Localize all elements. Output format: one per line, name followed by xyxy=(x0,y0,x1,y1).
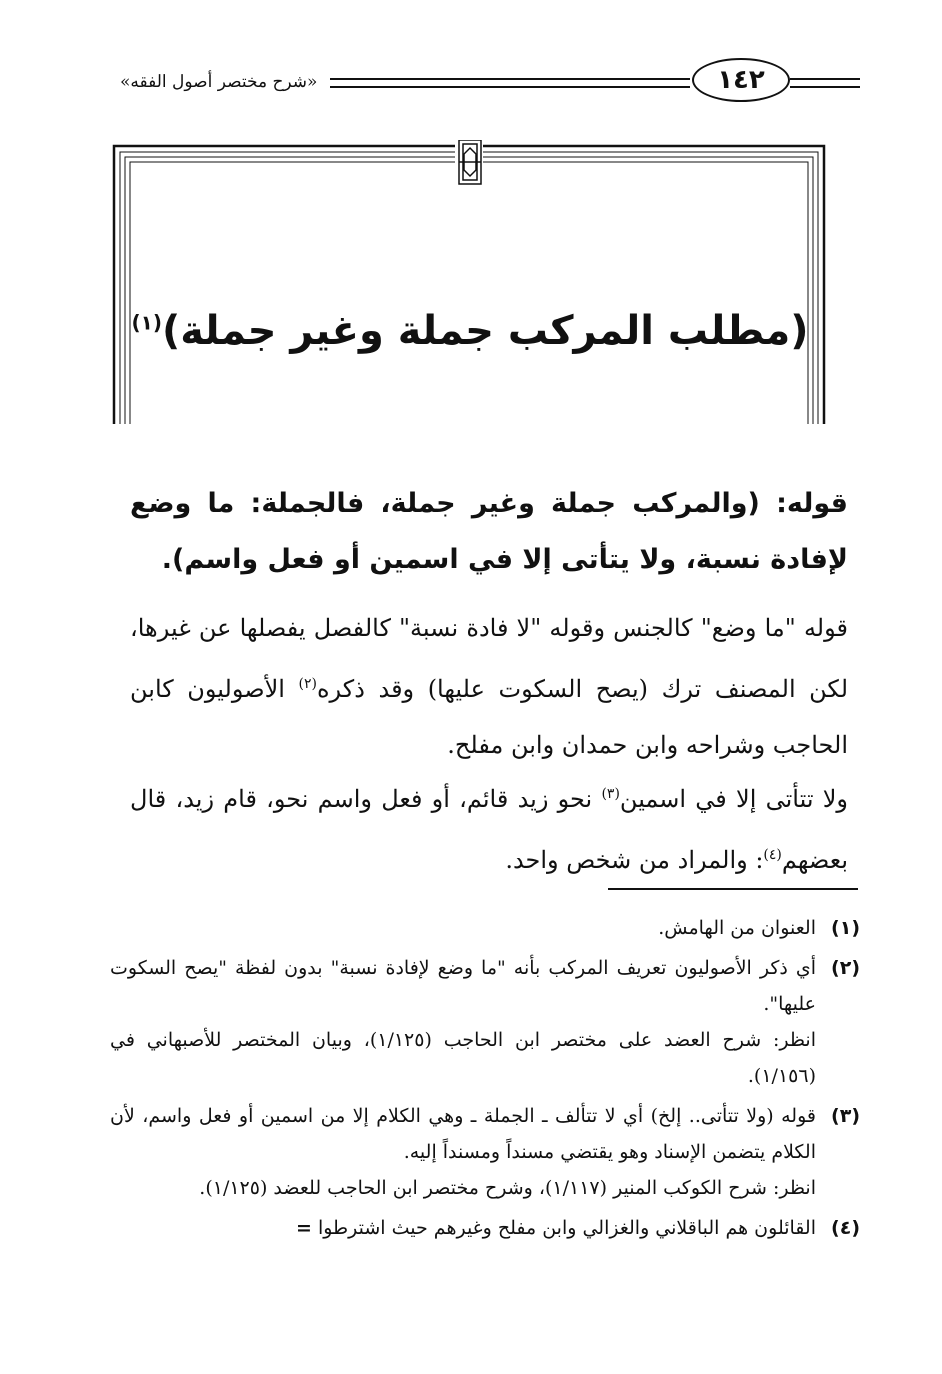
frame-border xyxy=(110,140,828,430)
footnote-number: (١) xyxy=(831,917,860,939)
title-footnote-ref: (١) xyxy=(131,310,162,335)
footnote-text: أي ذكر الأصوليون تعريف المركب بأنه "ما وضع لإفادة نسبة" بدون لفظة "يصح السكوت عليها". xyxy=(110,957,816,1015)
footnote-text-body: القائلون هم الباقلاني والغزالي وابن مفلح وغيرهم حيث اشترطوا xyxy=(317,1217,816,1239)
paragraph-commentary-2 xyxy=(130,766,848,888)
section-title-text: (مطلب المركب جملة وغير جملة) xyxy=(161,308,809,354)
footnote-text: انظر: شرح العضد على مختصر ابن الحاجب (١/١٢٥)، وبيان المختصر للأصبهاني في (١/١٥٦). xyxy=(110,1029,816,1087)
footnote-text xyxy=(110,1210,816,1246)
footnote-separator xyxy=(608,888,858,890)
book-title: «شرح مختصر أصول الفقه» xyxy=(120,72,318,92)
ornament-icon xyxy=(459,140,481,184)
p3-text-a: ولا تتأتى إلا في اسمين xyxy=(619,785,848,813)
continuation-mark: = xyxy=(295,1217,312,1239)
footnote-number: (٣) xyxy=(831,1105,860,1127)
footnote-3 xyxy=(110,1098,860,1206)
paragraph-commentary-1 xyxy=(130,600,848,773)
section-title xyxy=(130,308,810,354)
footnote-1 xyxy=(110,910,860,946)
p2-text-a: قوله "ما وضع" كالجنس وقوله "لا فادة نسبة" كالفصل يفصلها عن غيرها، لكن المصنف ترك (يصح السكوت عليها) وقد ذكره xyxy=(130,614,849,703)
page-number: ١٤٢ xyxy=(692,58,790,102)
footnote-text: العنوان من الهامش. xyxy=(658,917,816,939)
footnote-number: (٤) xyxy=(831,1217,860,1239)
header-rule xyxy=(330,78,690,88)
footnote-2 xyxy=(110,950,860,1094)
footnote-number: (٢) xyxy=(831,957,860,979)
footnote-text: قوله (ولا تتأتى.. إلخ) أي لا تتألف ـ الجملة ـ وهي الكلام إلا من اسمين أو فعل واسم، لأن الكلام يتضمن الإسناد وهو يقتضي مسنداً ومسنداً إليه. xyxy=(110,1105,816,1163)
footnote-ref-4: (٤) xyxy=(763,847,782,863)
quoted-text: قوله: (والمركب جملة وغير جملة، فالجملة: ما وضع لإفادة نسبة، ولا يتأتى إلا في اسمين أو فعل واسم). xyxy=(130,488,848,575)
header-rule-right xyxy=(790,78,860,88)
p3-text-c: : والمراد من شخص واحد. xyxy=(505,846,764,874)
title-frame xyxy=(110,140,828,430)
footnote-ref-2: (٢) xyxy=(298,676,317,692)
footnote-text: انظر: شرح الكوكب المنير (١/١١٧)، وشرح مختصر ابن الحاجب للعضد (١/١٢٥). xyxy=(199,1177,816,1199)
footnotes xyxy=(110,910,860,1250)
p2-text-b: الأصوليون كابن الحاجب وشراحه وابن حمدان وابن مفلح. xyxy=(130,675,848,759)
footnote-ref-3: (٣) xyxy=(601,786,620,802)
footnote-4 xyxy=(110,1210,860,1246)
p3-text-b: نحو زيد قائم، أو فعل واسم نحو، قام زيد، قال بعضهم xyxy=(130,785,848,874)
